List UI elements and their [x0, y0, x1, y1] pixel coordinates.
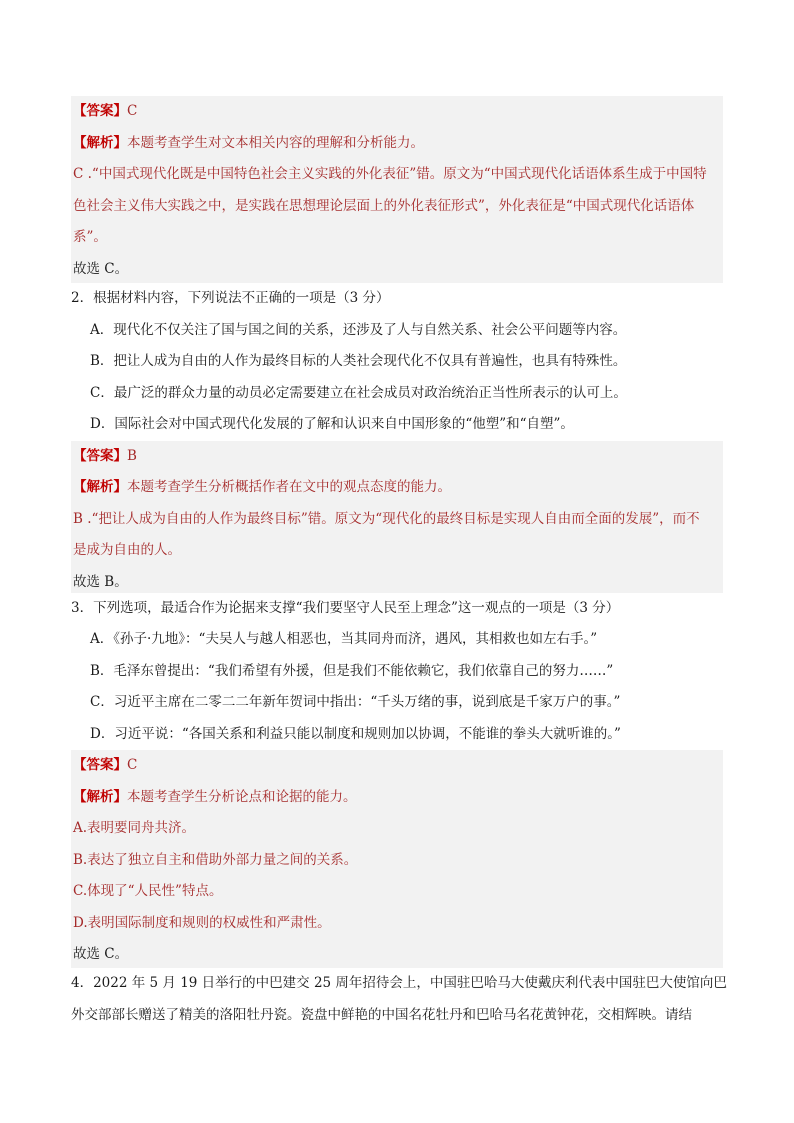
answer-tag: 【答案】	[73, 103, 127, 119]
option-c: C．最广泛的群众力量的动员必定需要建立在社会成员对政治统治正当性所表示的认可上。	[90, 384, 627, 401]
analysis-detail: 色社会主义伟大实践之中，是实践在思想理论层面上的外化表征形式”，外化表征是“中国式现代化话语体	[73, 197, 695, 214]
analysis-text: 本题考查学生对文本相关内容的理解和分析能力。	[127, 134, 424, 151]
question-4	[71, 968, 727, 1031]
option-b: B．毛泽东曾提出：“我们希望有外援，但是我们不能依赖它，我们依靠自己的努力……”	[90, 662, 614, 679]
analysis-point-c: C.体现了“人民性”特点。	[73, 883, 223, 899]
answer-value: C	[127, 757, 138, 773]
analysis-point-b: B.表达了独立自主和借助外部力量之间的关系。	[73, 851, 358, 868]
analysis-point-a: A.表明要同舟共济。	[73, 820, 196, 836]
question-2	[71, 283, 723, 441]
analysis-text: 本题考查学生分析概括作者在文中的观点态度的能力。	[127, 479, 451, 495]
analysis-detail: C .“中国式现代化既是中国特色社会主义实践的外化表征”错。原文为“中国式现代化话语体系生成于中国特	[73, 166, 707, 182]
answer-line	[73, 96, 723, 128]
question-3	[71, 593, 723, 751]
analysis-line	[73, 472, 723, 504]
option-d: D．习近平说：“各国关系和利益只能以制度和规则加以协调，不能谁的拳头大就听谁的。”	[90, 725, 621, 742]
question-stem: 3．下列选项，最适合作为论据来支撑“我们要坚守人民至上理念”这一观点的一项是（3 分）	[71, 599, 620, 616]
analysis-detail: B .“把让人成为自由的人作为最终目标”错。原文为“现代化的最终目标是实现人自由而全面的发展”，而不	[73, 510, 700, 527]
answer-tag: 【答案】	[73, 447, 127, 464]
option-a: A．现代化不仅关注了国与国之间的关系，还涉及了人与自然关系、社会公平问题等内容。	[90, 321, 627, 338]
conclusion: 故选 B。	[73, 573, 128, 590]
conclusion: 故选 C。	[73, 946, 129, 962]
conclusion: 故选 C。	[73, 260, 129, 277]
answer-tag: 【答案】	[73, 757, 127, 773]
option-a: A．《孙子·九地》：“夫吴人与越人相恶也，当其同舟而济，遇风，其相救也如左右手。”	[90, 631, 598, 647]
option-c: C．习近平主席在二零二二年新年贺词中指出：“千头万绪的事，说到底是千家万户的事。”	[90, 694, 621, 710]
answer-value: B	[127, 447, 137, 464]
analysis-detail: 是成为自由的人。	[73, 542, 181, 558]
answer-value: C	[127, 103, 138, 119]
document-body	[71, 96, 727, 1031]
option-d: D．国际社会对中国式现代化发展的了解和认识来自中国形象的“他塑”和“自塑”。	[90, 416, 574, 432]
analysis-line	[73, 782, 723, 814]
question-stem-line: 4．2022 年 5 月 19 日举行的中巴建交 25 周年招待会上，中国驻巴哈马大使戴庆利代表中国驻巴大使馆向巴	[71, 975, 727, 991]
analysis-tag: 【解析】	[73, 788, 127, 805]
answer-block-q1	[71, 96, 723, 283]
analysis-line	[73, 128, 723, 160]
answer-line	[73, 750, 723, 782]
answer-line	[73, 441, 723, 473]
question-stem: 2．根据材料内容，下列说法不正确的一项是（3 分）	[71, 290, 390, 306]
analysis-detail: 系”。	[73, 229, 107, 245]
option-b: B．把让人成为自由的人作为最终目标的人类社会现代化不仅具有普遍性，也具有特殊性。	[90, 353, 627, 369]
analysis-text: 本题考查学生分析论点和论据的能力。	[127, 788, 357, 805]
analysis-point-d: D.表明国际制度和规则的权威性和严肃性。	[73, 914, 331, 931]
answer-block-q2	[71, 441, 723, 593]
question-stem-line: 外交部部长赠送了精美的洛阳牡丹瓷。瓷盘中鲜艳的中国名花牡丹和巴哈马名花黄钟花，交相辉映。请结	[71, 1006, 692, 1023]
analysis-tag: 【解析】	[73, 134, 127, 151]
analysis-tag: 【解析】	[73, 479, 127, 495]
answer-block-q3	[71, 750, 723, 968]
